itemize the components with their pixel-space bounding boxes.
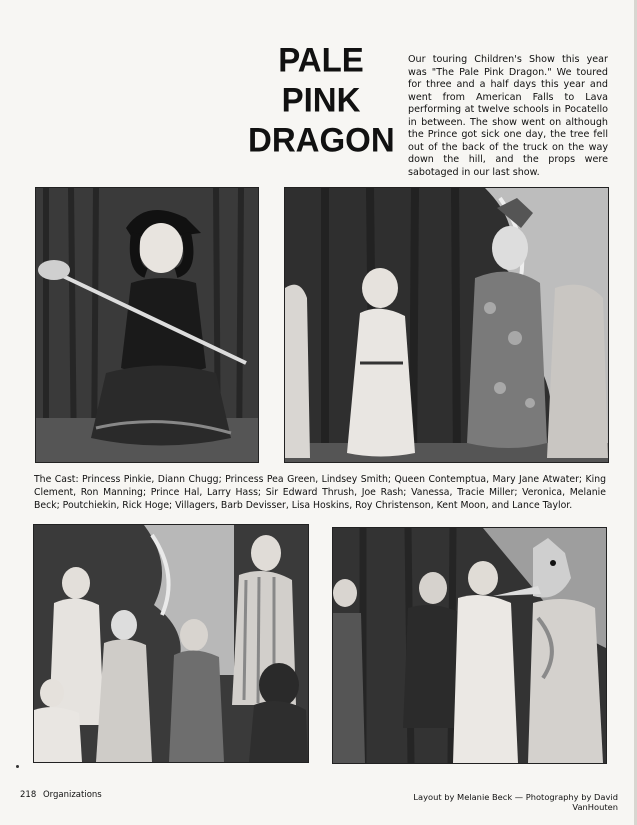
photo-pink-dragon [332,527,607,764]
margin-dot [16,765,19,768]
footer-page-info [20,790,102,800]
page-number: 218 [20,790,37,800]
photo-princesses-and-queen [284,187,609,463]
section-name: Organizations [42,790,102,800]
intro-paragraph: Our touring Children's Show this year was "The Pale Pink Dragon." We toured for three and a half days this year and went from American Falls to Lava performing at twelve schools in Pocatello in between. The show went on although the Prince got sick one day, the tree fell out of the back of the truck on the way down the hill, and the props were sabotaged in our last show. [408,54,608,178]
photo-witch-with-broom [35,187,259,463]
title-line-3: DRAGON [248,120,395,159]
cast-caption: The Cast: Princess Pinkie, Diann Chugg; Princess Pea Green, Lindsey Smith; Queen Contemptua, Mary Jane Atwater; King Clement, Ron Manning; Prince Hal, Larry Hass; Sir Edward Thrush, Joe Rash; Vanessa, Tracie Miller; Veronica, Melanie Beck; Poutchiekin, Rick Hoge; Villagers, Barb Devisser, Lisa Hoskins, Roy Christenson, Kent Moon, and Lance Taylor. [34,474,606,511]
photo-villagers-group-scene [33,524,309,763]
footer-credits: Layout by Melanie Beck — Photography by David VanHouten [413,792,618,812]
title-line-2: PINK [281,80,361,119]
page-title [248,40,394,160]
title-line-1: PALE [278,40,364,79]
